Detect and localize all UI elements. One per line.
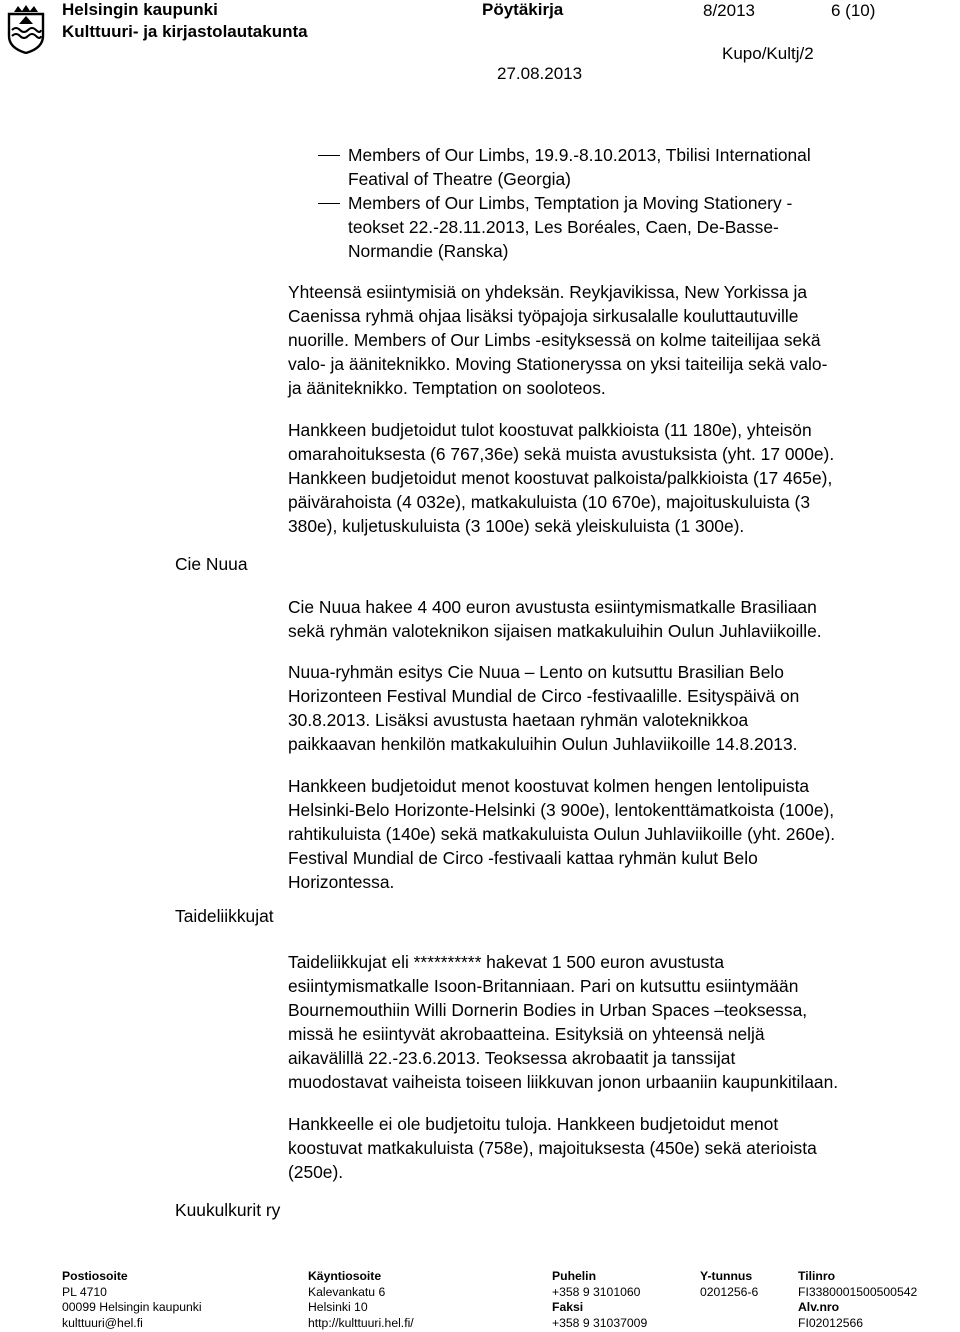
paragraph-line: Hankkeen budjetoidut tulot koostuvat palkkioista (11 180e), yhteisön xyxy=(288,420,812,440)
header-doc-type: Pöytäkirja xyxy=(482,0,564,19)
footer-ytunnus-value: 0201256-6 xyxy=(700,1284,759,1299)
paragraph-line: Yhteensä esiintymisiä on yhdeksän. Reykjavikissa, New Yorkissa ja xyxy=(288,282,808,302)
paragraph-line: muodostavat vaiheista toiseen liikkuvan jonon urbaaniin kaupunkitilaan. xyxy=(288,1072,839,1092)
footer-website: http://kulttuuri.hel.fi/ xyxy=(308,1315,414,1330)
paragraph-line: päivärahoista (4 032e), matkakuluista (10 670e), majoituskuluista (3 xyxy=(288,492,810,512)
paragraph-line: Horizontessa. xyxy=(288,872,395,892)
paragraph-nuua-performance xyxy=(288,660,928,756)
footer-tilinro-heading: Tilinro xyxy=(798,1269,836,1283)
header-date: 27.08.2013 xyxy=(497,64,583,83)
footer-postal-heading: Postiosoite xyxy=(62,1269,128,1283)
bullet-dash xyxy=(318,155,340,156)
paragraph-budget-2 xyxy=(288,774,928,894)
footer-ytunnus xyxy=(700,1269,758,1300)
paragraph-line: Caenissa ryhmä ohjaa lisäksi työpajoja sirkusalalle kouluttautuville xyxy=(288,306,799,326)
paragraph-line: (250e). xyxy=(288,1162,344,1182)
paragraph-line: Hankkeelle ei ole budjetoitu tuloja. Hankkeen budjetoidut menot xyxy=(288,1114,779,1134)
paragraph-line: nuorille. Members of Our Limbs -esityksessä on kolme taiteilijaa sekä xyxy=(288,330,821,350)
paragraph-line: Hankkeen budjetoidut menot koostuvat kolmen hengen lentolipuista xyxy=(288,776,810,796)
paragraph-budget-3 xyxy=(288,1112,928,1184)
paragraph-line: Festival Mundial de Circo -festivaali kattaa ryhmän kulut Belo xyxy=(288,848,758,868)
bullet-line: Featival of Theatre (Georgia) xyxy=(348,169,571,189)
paragraph-line: Hankkeen budjetoidut menot koostuvat palkoista/palkkioista (17 465e), xyxy=(288,468,833,488)
footer-visit-street: Kalevankatu 6 xyxy=(308,1284,386,1299)
paragraph-line: Helsinki-Belo Horizonte-Helsinki (3 900e), lentokenttämatkoista (100e), xyxy=(288,800,835,820)
header-doc-number: 8/2013 xyxy=(703,1,755,20)
paragraph-line: Taideliikkujat eli ********** hakevat 1 500 euron avustusta xyxy=(288,952,725,972)
paragraph-line: aikavälillä 22.-23.6.2013. Teoksessa akrobaatit ja tanssijat xyxy=(288,1048,736,1068)
paragraph-cie-nuua xyxy=(288,595,928,643)
paragraph-line: Nuua-ryhmän esitys Cie Nuua – Lento on kutsuttu Brasilian Belo xyxy=(288,662,784,682)
paragraph-line: 30.8.2013. Lisäksi avustusta haetaan ryhmän valoteknikkoa xyxy=(288,710,749,730)
bullet-dash xyxy=(318,203,340,204)
header-city: Helsingin kaupunki xyxy=(62,0,218,19)
side-label-cie-nuua: Cie Nuua xyxy=(175,554,248,574)
paragraph-line: koostuvat matkakuluista (758e), majoituksesta (450e) sekä aterioista xyxy=(288,1138,817,1158)
paragraph-performances xyxy=(288,280,928,400)
header-page-number: 6 (10) xyxy=(831,1,876,20)
bullet-line: teokset 22.-28.11.2013, Les Boréales, Caen, De-Basse- xyxy=(348,217,779,237)
paragraph-taideliikkujat xyxy=(288,950,928,1094)
footer-postal-city: 00099 Helsingin kaupunki xyxy=(62,1300,202,1314)
bullet-line: Members of Our Limbs, Temptation ja Moving Stationery - xyxy=(348,193,793,213)
footer-visit xyxy=(308,1269,414,1331)
footer-fax-number: +358 9 31037009 xyxy=(552,1315,648,1330)
paragraph-line: rahtikuluista (140e) sekä matkakuluista Oulun Juhlaviikoille (yht. 260e). xyxy=(288,824,836,844)
page-footer xyxy=(0,1269,960,1332)
paragraph-line: ja ääniteknikko. Temptation on sooloteos. xyxy=(288,378,606,398)
header-reference: Kupo/Kultj/2 xyxy=(722,44,814,63)
header-committee: Kulttuuri- ja kirjastolautakunta xyxy=(62,22,308,41)
paragraph-line: omarahoituksesta (6 767,36e) sekä muista avustuksista (yht. 17 000e). xyxy=(288,444,835,464)
helsinki-coat-of-arms-icon xyxy=(6,2,46,54)
footer-phone-number: +358 9 3101060 xyxy=(552,1284,641,1299)
footer-fax-heading: Faksi xyxy=(552,1300,584,1314)
bullet-item-2 xyxy=(348,191,960,263)
footer-postal-box: PL 4710 xyxy=(62,1284,107,1299)
footer-tilinro xyxy=(798,1269,917,1331)
footer-visit-heading: Käyntiosoite xyxy=(308,1269,382,1283)
footer-alv-value: FI02012566 xyxy=(798,1315,864,1330)
paragraph-line: Horizonteen Festival Mundial de Circo -festivaalille. Esityspäivä on xyxy=(288,686,800,706)
side-label-kuukulkurit: Kuukulkurit ry xyxy=(175,1200,281,1220)
paragraph-line: paikkaavan henkilön matkakuluihin Oulun Juhlaviikoille 14.8.2013. xyxy=(288,734,798,754)
footer-visit-city: Helsinki 10 xyxy=(308,1300,368,1314)
paragraph-line: Cie Nuua hakee 4 400 euron avustusta esiintymismatkalle Brasiliaan xyxy=(288,597,817,617)
bullet-line: Normandie (Ranska) xyxy=(348,241,509,261)
footer-email: kulttuuri@hel.fi xyxy=(62,1315,143,1330)
paragraph-line: sekä ryhmän valoteknikon sijaisen matkakuluihin Oulun Juhlaviikoille. xyxy=(288,621,822,641)
paragraph-budget-1 xyxy=(288,418,928,538)
side-label-taideliikkujat: Taideliikkujat xyxy=(175,906,274,926)
footer-phone xyxy=(552,1269,647,1331)
footer-phone-heading: Puhelin xyxy=(552,1269,597,1283)
footer-ytunnus-heading: Y-tunnus xyxy=(700,1269,753,1283)
bullet-item-1 xyxy=(348,143,960,191)
paragraph-line: esiintymismatkalle Isoon-Britanniaan. Pari on kutsuttu esiintymään xyxy=(288,976,799,996)
bullet-line: Members of Our Limbs, 19.9.-8.10.2013, Tbilisi International xyxy=(348,145,811,165)
paragraph-line: Bournemouthiin Willi Dornerin Bodies in Urban Spaces –teoksessa, xyxy=(288,1000,808,1020)
paragraph-line: missä he esiintyvät akrobaatteina. Esityksiä on yhteensä neljä xyxy=(288,1024,765,1044)
paragraph-line: valo- ja ääniteknikko. Moving Stationeryssa on yksi taiteilija sekä valo- xyxy=(288,354,828,374)
paragraph-line: 380e), kuljetuskuluista (3 100e) sekä yleiskuluista (1 300e). xyxy=(288,516,745,536)
footer-postal xyxy=(62,1269,202,1331)
footer-alv-heading: Alv.nro xyxy=(798,1300,840,1314)
footer-tilinro-value: FI3380001500500542 xyxy=(798,1284,918,1299)
